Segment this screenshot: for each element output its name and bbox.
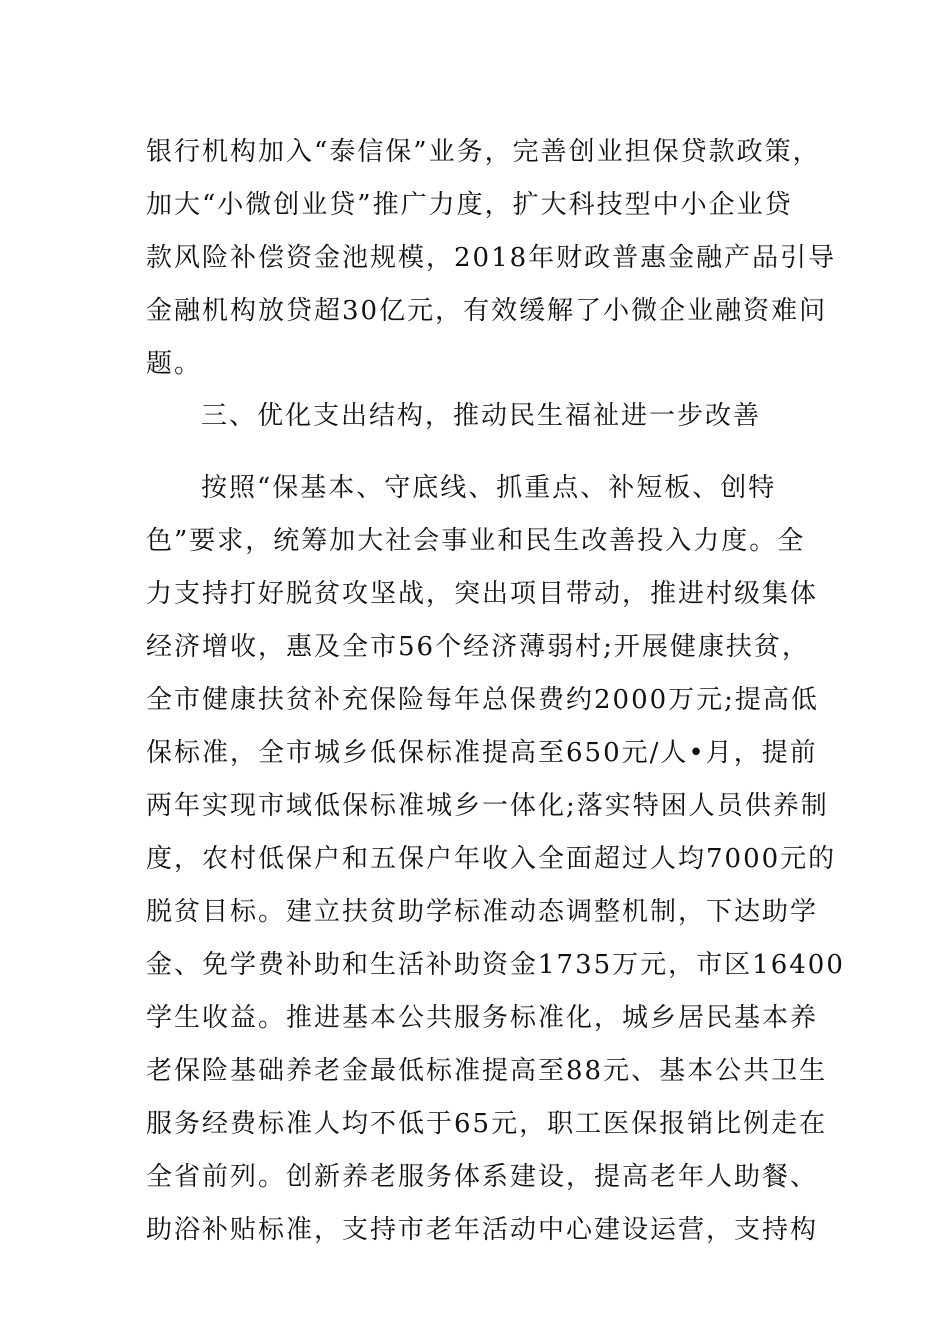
paragraph-line: 助浴补贴标准，支持市老年活动中心建设运营，支持构 — [146, 1215, 819, 1245]
paragraph-line: 题。 — [146, 349, 203, 379]
paragraph-line: 色”要求，统筹加大社会事业和民生改善投入力度。全 — [146, 526, 806, 556]
paragraph-line: 经济增收，惠及全市56个经济薄弱村;开展健康扶贫， — [146, 632, 810, 662]
paragraph-line: 服务经费标准人均不低于65元，职工医保报销比例走在 — [146, 1109, 828, 1139]
paragraph-line: 脱贫目标。建立扶贫助学标准动态调整机制，下达助学 — [146, 897, 819, 927]
paragraph-line: 老保险基础养老金最低标准提高至88元、基本公共卫生 — [146, 1056, 828, 1086]
paragraph-financing — [146, 126, 837, 391]
paragraph-line: 款风险补偿资金池规模，2018年财政普惠金融产品引导 — [146, 243, 837, 273]
paragraph-line: 加大“小微创业贷”推广力度，扩大科技型中小企业贷 — [146, 190, 793, 220]
section-heading-text: 三、优化支出结构，推动民生福祉进一步改善 — [201, 401, 762, 431]
paragraph-line: 银行机构加入“泰信保”业务，完善创业担保贷款政策， — [146, 137, 821, 167]
paragraph-line: 按照“保基本、守底线、抓重点、补短板、创特 — [201, 473, 777, 503]
paragraph-line: 学生收益。推进基本公共服务标准化，城乡居民基本养 — [146, 1003, 819, 1033]
paragraph-line: 全市健康扶贫补充保险每年总保费约2000万元;提高低 — [146, 685, 819, 715]
paragraph-line: 两年实现市域低保标准城乡一体化;落实特困人员供养制 — [146, 791, 829, 821]
paragraph-line: 保标准，全市城乡低保标准提高至650元/人•月，提前 — [146, 738, 818, 768]
paragraph-line: 全省前列。创新养老服务体系建设，提高老年人助餐、 — [146, 1162, 819, 1192]
paragraph-line: 度，农村低保户和五保户年收入全面超过人均7000元的 — [146, 844, 837, 874]
paragraph-line: 力支持打好脱贫攻坚战，突出项目带动，推进村级集体 — [146, 579, 819, 609]
paragraph-livelihood — [146, 462, 845, 1257]
paragraph-line: 金融机构放贷超30亿元，有效缓解了小微企业融资难问 — [146, 296, 828, 326]
section-heading — [146, 390, 806, 443]
paragraph-line: 金、免学费补助和生活补助资金1735万元，市区16400 — [146, 950, 845, 980]
